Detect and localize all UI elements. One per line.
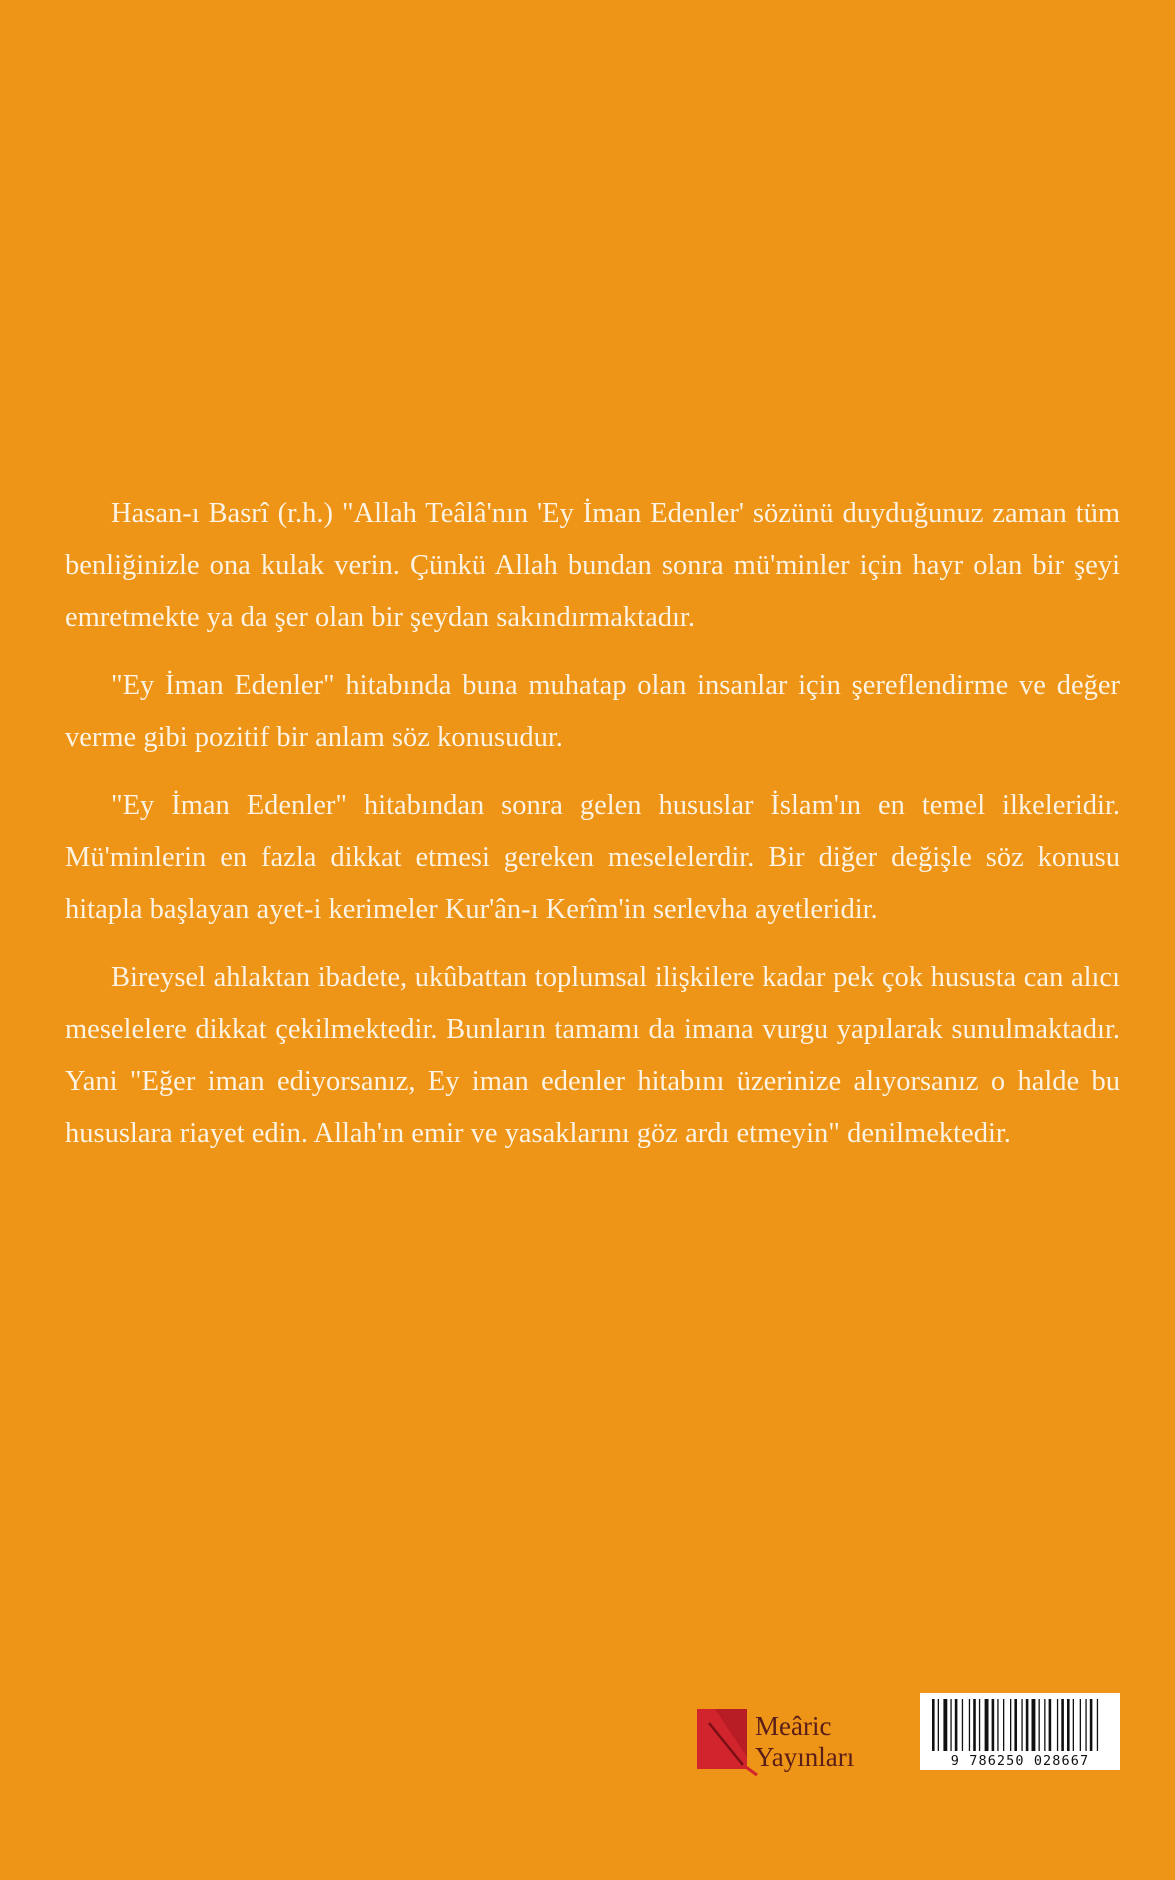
paragraph-1: Hasan-ı Basrî (r.h.) "Allah Teâlâ'nın 'Ey İman Edenler' sözünü duyduğunuz zaman tüm benliğinizle ona kulak verin. Çünkü Allah bundan sonra mü'minler için hayr olan bir şeyi emretmekte ya da şer olan bir şeydan sakındırmaktadır.: [65, 498, 1120, 633]
paragraph-3: "Ey İman Edenler" hitabından sonra gelen hususlar İslam'ın en temel ilkeleridir. Mü'minlerin en fazla dikkat etmesi gereken meselelerdir. Bir diğer değişle söz konusu hitapla başlayan ayet-i kerimeler Kur'ân-ı Kerîm'in serlevha ayetleridir.: [65, 790, 1120, 925]
publisher-name-line1: Meâric: [755, 1711, 832, 1741]
back-cover-text: [65, 488, 1120, 1176]
isbn-number: 9 786250 028667: [950, 1753, 1090, 1769]
isbn-barcode: [920, 1693, 1120, 1770]
publisher-logo: [695, 1705, 885, 1783]
paragraph-2: "Ey İman Edenler" hitabında buna muhatap olan insanlar için şereflendirme ve değer verme gibi pozitif bir anlam söz konusudur.: [65, 670, 1120, 753]
publisher-name-line2: Yayınları: [755, 1742, 855, 1772]
bookmark-logo-icon: [695, 1707, 759, 1777]
paragraph-4: Bireysel ahlaktan ibadete, ukûbattan toplumsal ilişkilere kadar pek çok hususta can alıcı meselelere dikkat çekilmektedir. Bunların tamamı da imana vurgu yapılarak sunulmaktadır. Yani "Eğer iman ediyorsanız, Ey iman edenler hitabını üzerinize alıyorsanız o halde bu hususlara riayet edin. Allah'ın emir ve yasaklarını göz ardı etmeyin" denilmektedir.: [65, 962, 1120, 1149]
publisher-name: [755, 1711, 854, 1773]
